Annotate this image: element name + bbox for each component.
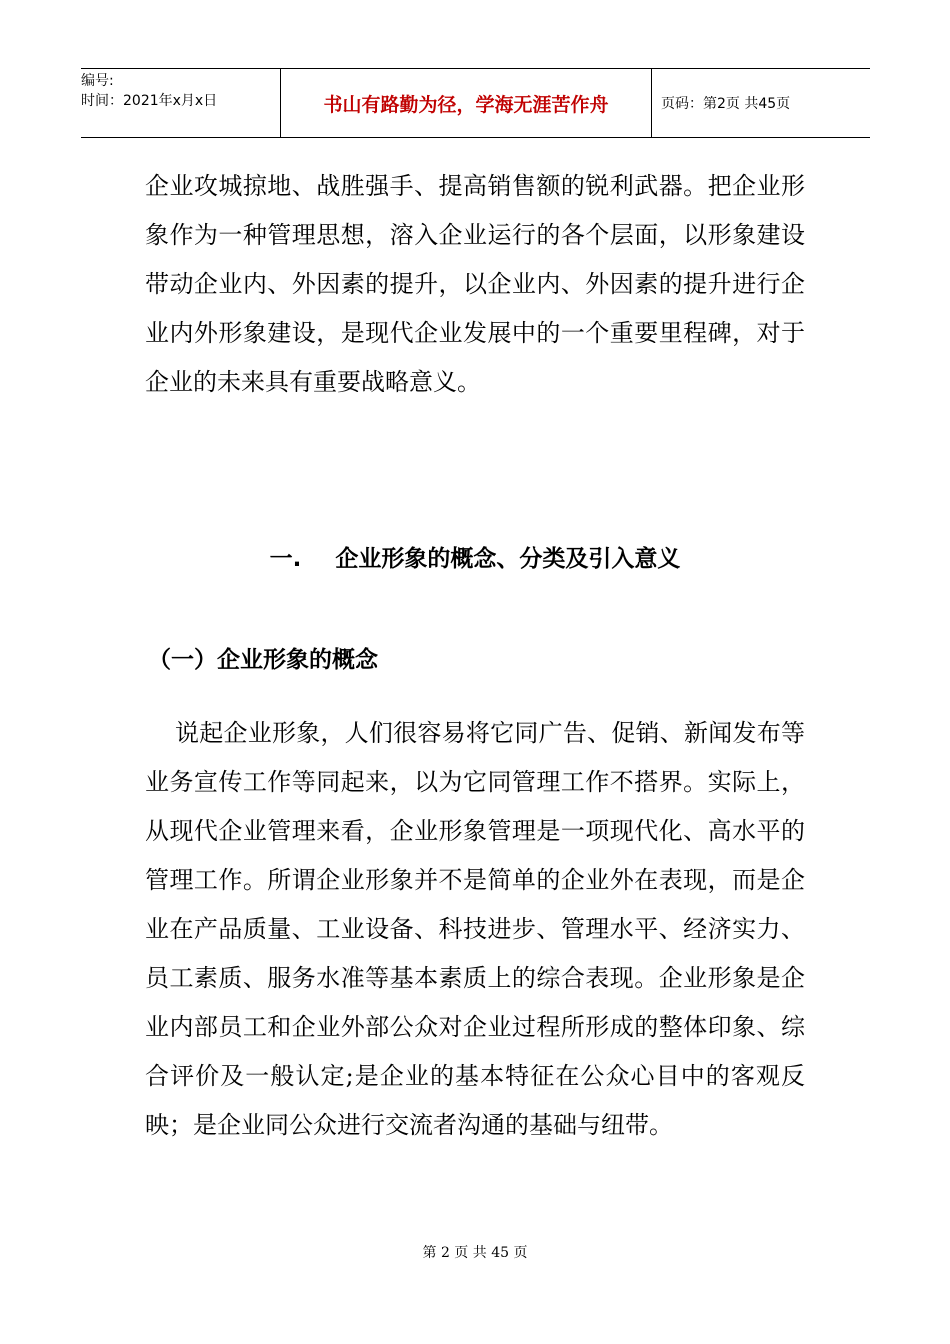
body-paragraph-2: 说起企业形象，人们很容易将它同广告、促销、新闻发布等业务宣传工作等同起来，以为它同管理工作不搭界。实际上，从现代企业管理来看，企业形象管理是一项现代化、高水平的管理工作。所谓企业形象并不是简单的企业外在表现，而是企业在产品质量、工业设备、科技进步、管理水平、经济实力、员工素质、服务水准等基本素质上的综合表现。企业形象是企业内部员工和企业外部公众对企业过程所形成的整体印象、综合评价及一般认定;是企业的基本特征在公众心目中的客观反映；是企业同公众进行交流者沟通的基础与纽带。 — [145, 719, 805, 1139]
header-meta — [81, 69, 281, 137]
document-header — [81, 68, 870, 138]
section-title: 企业形象的概念、分类及引入意义 — [335, 546, 681, 572]
section-number: 一. — [269, 546, 302, 572]
subsection-heading: （一）企业形象的概念 — [148, 647, 378, 673]
section-heading — [0, 540, 950, 573]
document-time-label: 时间：2021年x月x日 — [81, 93, 218, 109]
header-page-info: 页码：第2页 共45页 — [661, 96, 791, 112]
page-footer: 第 2 页 共 45 页 — [422, 1245, 528, 1261]
document-number-label: 编号: — [81, 73, 114, 89]
body-paragraph-1: 企业攻城掠地、战胜强手、提高销售额的锐利武器。把企业形象作为一种管理思想，溶入企业运行的各个层面，以形象建设带动企业内、外因素的提升，以企业内、外因素的提升进行企业内外形象建设，是现代企业发展中的一个重要里程碑，对于企业的未来具有重要战略意义。 — [145, 172, 805, 396]
header-motto: 书山有路勤为径，学海无涯苦作舟 — [281, 69, 652, 137]
